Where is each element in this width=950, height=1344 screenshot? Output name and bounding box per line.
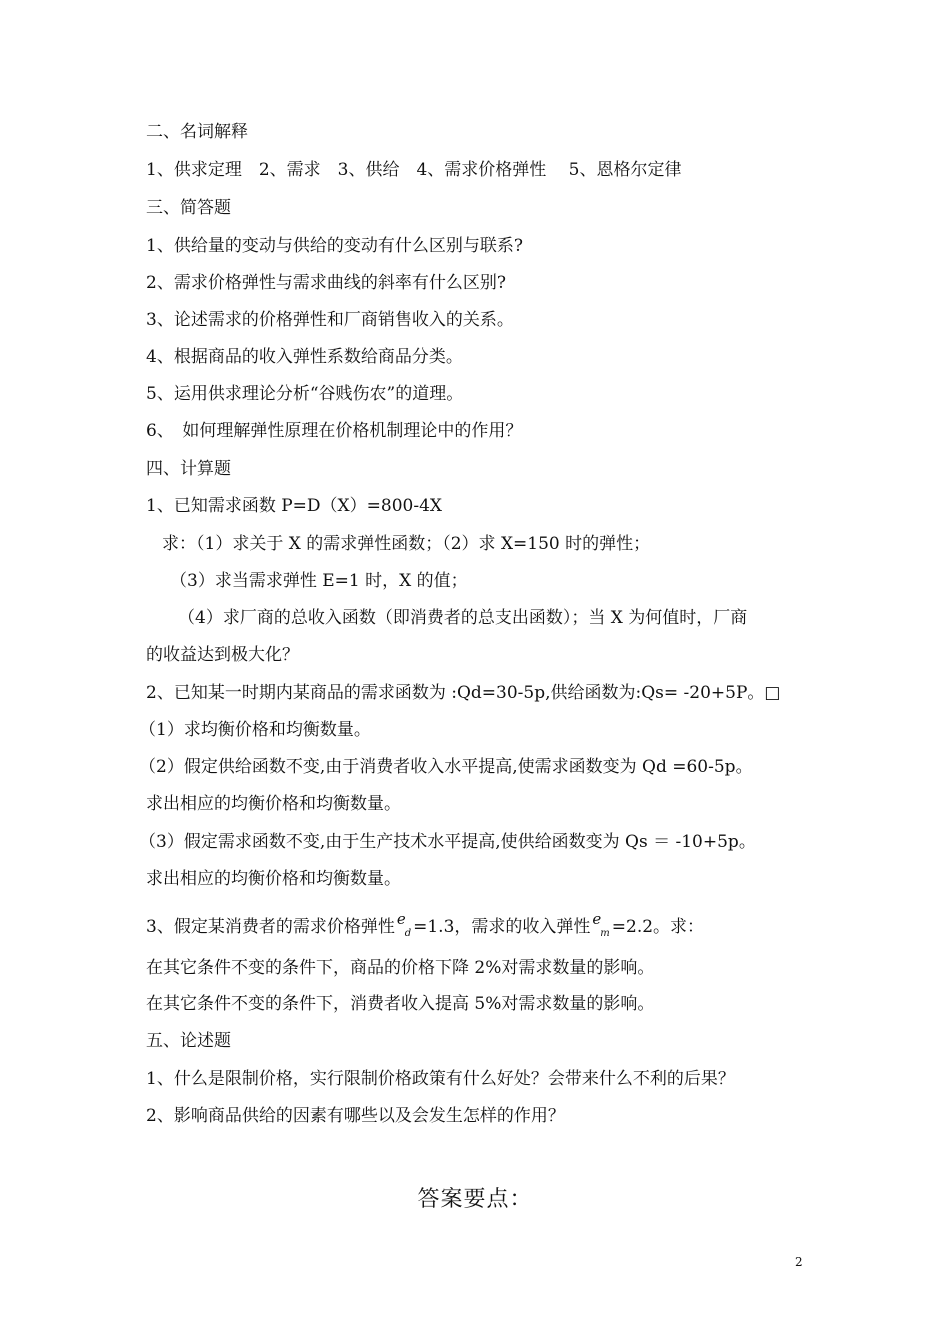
symbol-sub-d: d — [404, 928, 412, 939]
section-4-question-1-part-c-cont: 的收益达到极大化？ — [146, 645, 299, 665]
section-5-title: 五、论述题 — [146, 1031, 231, 1051]
section-4-question-1: 1、已知需求函数 P=D（X）=800-4X — [146, 496, 442, 516]
section-3-question-2: 2、需求价格弹性与需求曲线的斜率有什么区别? — [146, 273, 506, 293]
section-4-question-1-part-a: 求：（1）求关于 X 的需求弹性函数；（2）求 X=150 时的弹性； — [162, 534, 651, 554]
section-3-question-3: 3、论述需求的价格弹性和厂商销售收入的关系。 — [146, 310, 514, 330]
question-3-text-mid: =1.3，需求的收入弹性 — [413, 917, 591, 937]
section-4-question-2: 2、已知某一时期内某商品的需求函数为 :Qd=30-5p,供给函数为:Qs= -20+5P。□ — [146, 683, 781, 703]
section-4-question-3-part-a: 在其它条件不变的条件下，商品的价格下降 2%对需求数量的影响。 — [146, 958, 655, 978]
section-4-question-3 — [146, 910, 705, 941]
section-4-question-2-part-1: （1）求均衡价格和均衡数量。 — [139, 720, 371, 740]
page-number: 2 — [795, 1255, 803, 1269]
section-4-title: 四、计算题 — [146, 459, 231, 479]
price-elasticity-symbol — [396, 910, 412, 941]
section-4-question-2-part-3: （3）假定需求函数不变,由于生产技术水平提高,使供给函数变为 Qs ＝ -10+5p。 — [139, 832, 756, 852]
section-4-question-1-part-b: （3）求当需求弹性 E=1 时，X 的值； — [170, 571, 468, 591]
symbol-e-2: e — [592, 910, 602, 928]
section-3-question-5: 5、运用供求理论分析“谷贱伤农”的道理。 — [146, 384, 464, 404]
section-4-question-2-part-2-cont: 求出相应的均衡价格和均衡数量。 — [146, 794, 401, 814]
section-3-question-4: 4、根据商品的收入弹性系数给商品分类。 — [146, 347, 463, 367]
question-3-text-pre: 3、假定某消费者的需求价格弹性 — [146, 917, 395, 937]
question-3-text-post: =2.2。求： — [611, 917, 705, 937]
section-5-question-2: 2、影响商品供给的因素有哪些以及会发生怎样的作用？ — [146, 1106, 565, 1126]
section-2-title: 二、名词解释 — [146, 122, 248, 142]
section-2-terms: 1、供求定理 2、需求 3、供给 4、需求价格弹性 5、恩格尔定律 — [146, 160, 682, 180]
section-4-question-2-part-2: （2）假定供给函数不变,由于消费者收入水平提高,使需求函数变为 Qd =60-5p。 — [139, 757, 753, 777]
section-4-question-3-part-b: 在其它条件不变的条件下，消费者收入提高 5%对需求数量的影响。 — [146, 994, 655, 1014]
symbol-e: e — [396, 910, 406, 928]
section-3-question-6: 6、 如何理解弹性原理在价格机制理论中的作用？ — [146, 421, 523, 441]
section-5-question-1: 1、什么是限制价格，实行限制价格政策有什么好处？会带来什么不利的后果？ — [146, 1069, 735, 1089]
section-3-title: 三、简答题 — [146, 198, 231, 218]
section-3-question-1: 1、供给量的变动与供给的变动有什么区别与联系? — [146, 236, 523, 256]
symbol-sub-m: m — [600, 928, 610, 939]
answer-key-heading: 答案要点： — [417, 1187, 533, 1212]
income-elasticity-symbol — [592, 910, 610, 941]
section-4-question-2-part-3-cont: 求出相应的均衡价格和均衡数量。 — [146, 869, 401, 889]
section-4-question-1-part-c: （4）求厂商的总收入函数（即消费者的总支出函数）；当 X 为何值时，厂商 — [178, 608, 748, 628]
